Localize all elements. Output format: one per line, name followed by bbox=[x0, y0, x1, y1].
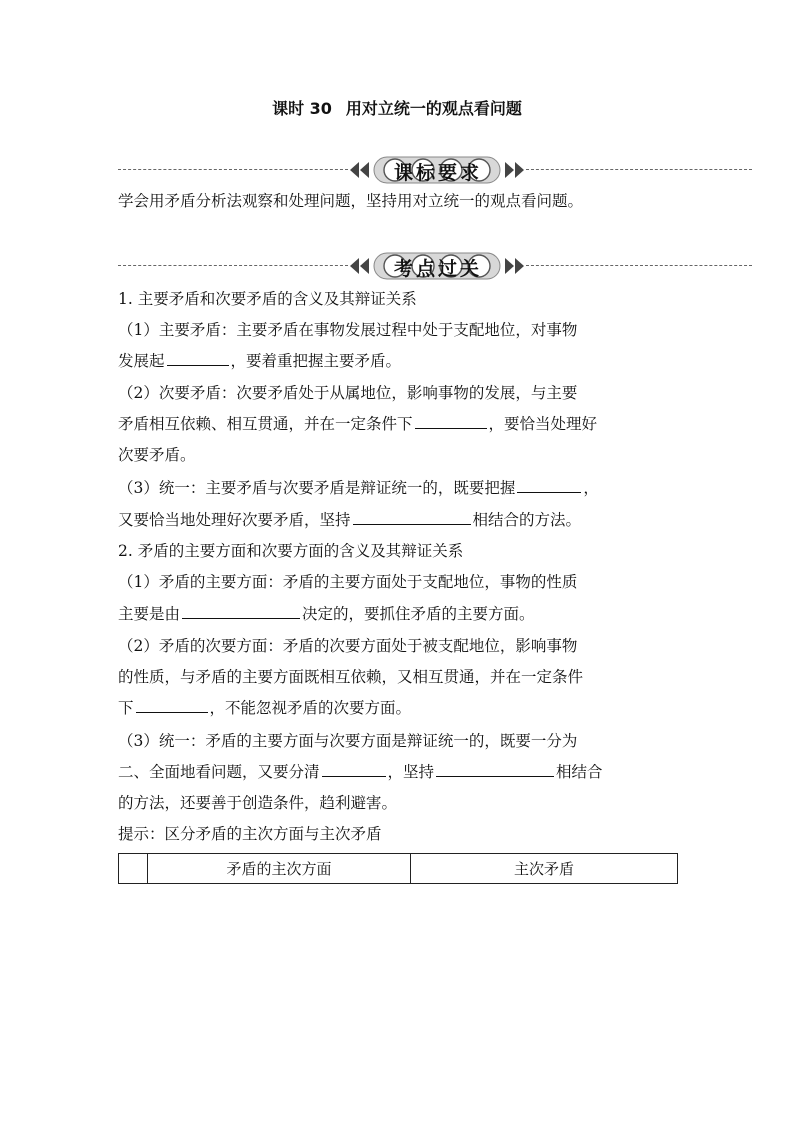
section-banner-exam-points bbox=[118, 251, 752, 281]
fill-blank[interactable] bbox=[136, 696, 208, 713]
text-line: （1）主要矛盾：主要矛盾在事物发展过程中处于支配地位，对事物 bbox=[118, 321, 578, 339]
banner-label: 考点过关 bbox=[393, 258, 482, 280]
text-line: 发展起 ，要着重把握主要矛盾。 bbox=[118, 346, 678, 377]
table-header-row bbox=[119, 854, 678, 884]
fill-blank[interactable] bbox=[517, 476, 581, 493]
lesson-number: 课时 30 bbox=[272, 99, 332, 118]
text-line: （3）统一：矛盾的主要方面与次要方面是辩证统一的，既要一分为 bbox=[118, 732, 578, 750]
hint-text: 提示：区分矛盾的主次方面与主次矛盾 bbox=[118, 825, 382, 843]
page-title bbox=[0, 96, 794, 119]
text-line: （2）次要矛盾：次要矛盾处于从属地位，影响事物的发展，与主要 bbox=[118, 384, 578, 402]
text-line: 的性质，与矛盾的主要方面既相互依赖，又相互贯通，并在一定条件 bbox=[118, 668, 584, 686]
text-line: 二、全面地看问题，又要分清 ，坚持 相结合 bbox=[118, 757, 678, 788]
banner-label: 课标要求 bbox=[393, 162, 482, 184]
table-header-contradictions: 主次矛盾 bbox=[411, 854, 678, 884]
dashed-rule-right bbox=[526, 265, 752, 266]
fill-blank[interactable] bbox=[322, 760, 386, 777]
fill-blank[interactable] bbox=[182, 602, 300, 619]
text-line: 下 ，不能忽视矛盾的次要方面。 bbox=[118, 693, 678, 724]
fill-blank[interactable] bbox=[436, 760, 554, 777]
text-line: 矛盾相互依赖、相互贯通，并在一定条件下 ，要恰当处理好 bbox=[118, 409, 678, 440]
heading-1: 1. 主要矛盾和次要矛盾的含义及其辩证关系 bbox=[118, 290, 417, 308]
dashed-rule-left bbox=[118, 169, 348, 170]
fill-blank[interactable] bbox=[353, 508, 471, 525]
fill-blank[interactable] bbox=[415, 412, 487, 429]
heading-2: 2. 矛盾的主要方面和次要方面的含义及其辩证关系 bbox=[118, 542, 464, 560]
table-header-aspects: 矛盾的主次方面 bbox=[148, 854, 411, 884]
text-line: （3）统一：主要矛盾与次要矛盾是辩证统一的，既要把握 ， bbox=[118, 473, 678, 504]
dashed-rule-left bbox=[118, 265, 348, 266]
comparison-table bbox=[118, 853, 678, 884]
section-banner-standards bbox=[118, 155, 752, 185]
text-line: （2）矛盾的次要方面：矛盾的次要方面处于被支配地位，影响事物 bbox=[118, 637, 578, 655]
text-line: 的方法，还要善于创造条件，趋利避害。 bbox=[118, 794, 398, 812]
objective-text: 学会用矛盾分析法观察和处理问题，坚持用对立统一的观点看问题。 bbox=[118, 192, 584, 210]
lesson-topic: 用对立统一的观点看问题 bbox=[345, 99, 522, 118]
text-line: 次要矛盾。 bbox=[118, 446, 196, 464]
text-line: 又要恰当地处理好次要矛盾，坚持 相结合的方法。 bbox=[118, 505, 678, 536]
dashed-rule-right bbox=[526, 169, 752, 170]
fill-blank[interactable] bbox=[167, 349, 229, 366]
text-line: （1）矛盾的主要方面：矛盾的主要方面处于支配地位，事物的性质 bbox=[118, 573, 578, 591]
text-line: 主要是由 决定的，要抓住矛盾的主要方面。 bbox=[118, 599, 678, 630]
table-cell-empty bbox=[119, 854, 148, 884]
